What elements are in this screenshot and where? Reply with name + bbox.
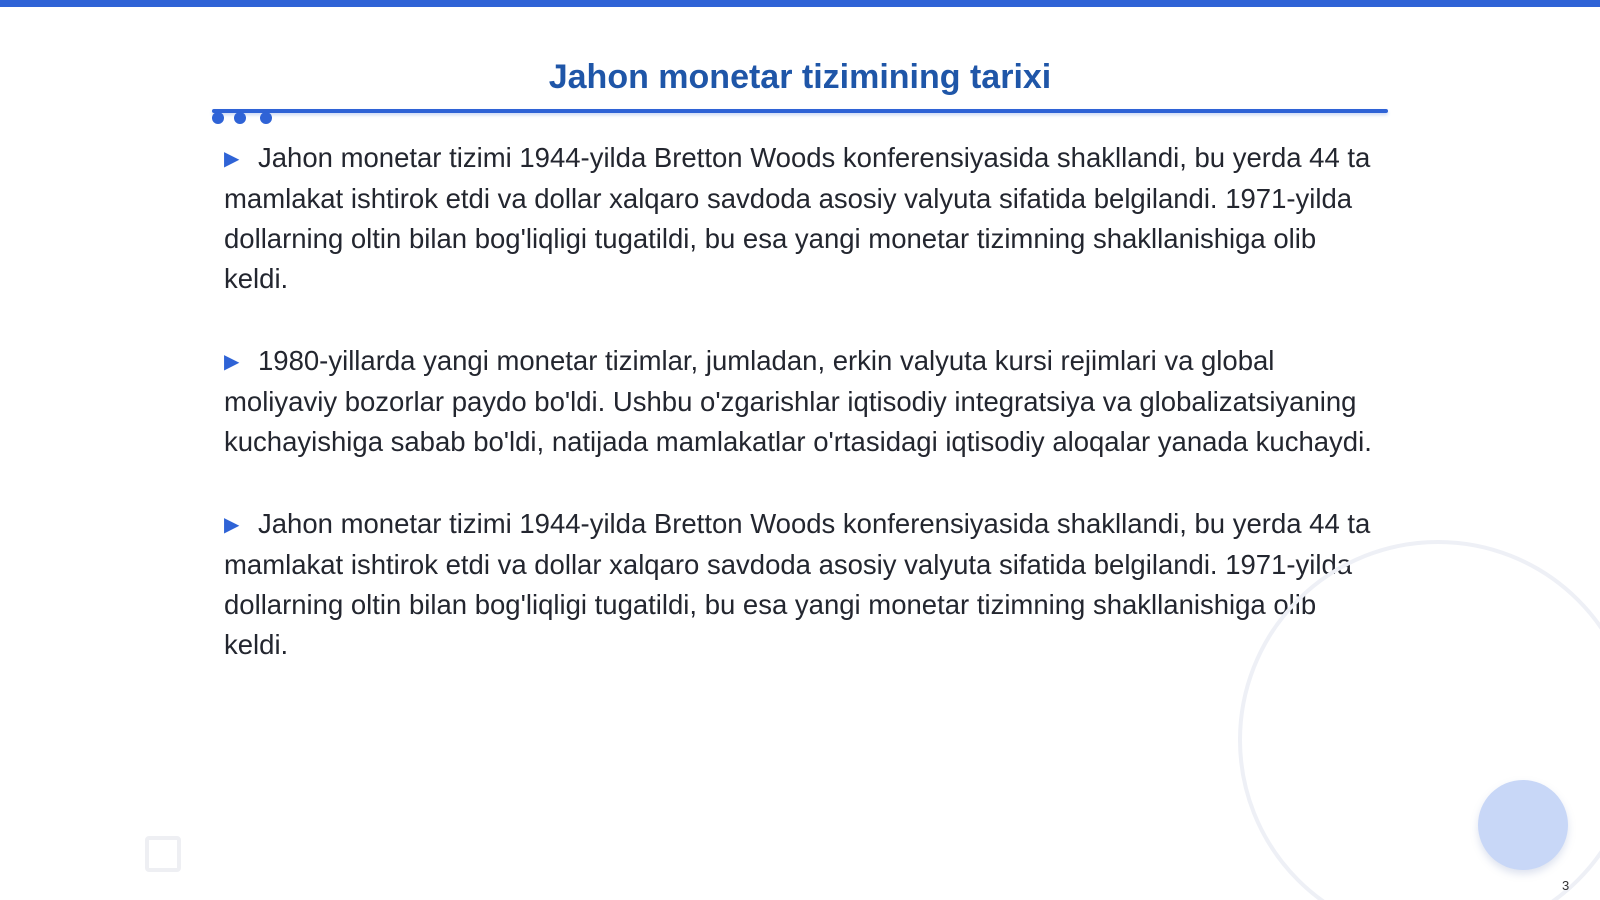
slide-title: Jahon monetar tizimining tarixi (548, 58, 1052, 96)
bullet-arrow-icon: ▶ (224, 148, 240, 170)
bullet-paragraph (224, 138, 1384, 299)
decor-circle (1478, 780, 1568, 870)
top-accent-bar (0, 0, 1600, 7)
page-number: 3 (1562, 878, 1570, 893)
bullet-paragraph (224, 341, 1384, 462)
decor-dot (212, 112, 224, 124)
decor-dot (260, 112, 272, 124)
bullet-arrow-icon: ▶ (224, 514, 240, 536)
bullet-list (224, 138, 1384, 707)
paragraph-text: Jahon monetar tizimi 1944-yilda Bretton Woods konferensiyasida shakllandi, bu yerda 44 ta mamlakat ishtirok etdi va dollar xalqaro savdoda asosiy valyuta sifatida belgilandi. 1971-yilda dollarning oltin bilan bog'liqligi tugatildi, bu esa yangi monetar tizimning shakllanishiga olib keldi. (224, 508, 1371, 660)
decor-square (145, 836, 181, 872)
bullet-paragraph (224, 504, 1384, 665)
bullet-arrow-icon: ▶ (224, 351, 240, 373)
paragraph-text: 1980-yillarda yangi monetar tizimlar, jumladan, erkin valyuta kursi rejimlari va global moliyaviy bozorlar paydo bo'ldi. Ushbu o'zgarishlar iqtisodiy integratsiya va globalizatsiyaning kuchayishiga sabab bo'ldi, natijada mamlakatlar o'rtasidagi iqtisodiy aloqalar yanada kuchaydi. (224, 345, 1372, 457)
title-dots-decoration (212, 112, 282, 124)
title-underline (212, 109, 1388, 113)
decor-dot (234, 112, 246, 124)
paragraph-text: Jahon monetar tizimi 1944-yilda Bretton Woods konferensiyasida shakllandi, bu yerda 44 ta mamlakat ishtirok etdi va dollar xalqaro savdoda asosiy valyuta sifatida belgilandi. 1971-yilda dollarning oltin bilan bog'liqligi tugatildi, bu esa yangi monetar tizimning shakllanishiga olib keldi. (224, 142, 1371, 294)
